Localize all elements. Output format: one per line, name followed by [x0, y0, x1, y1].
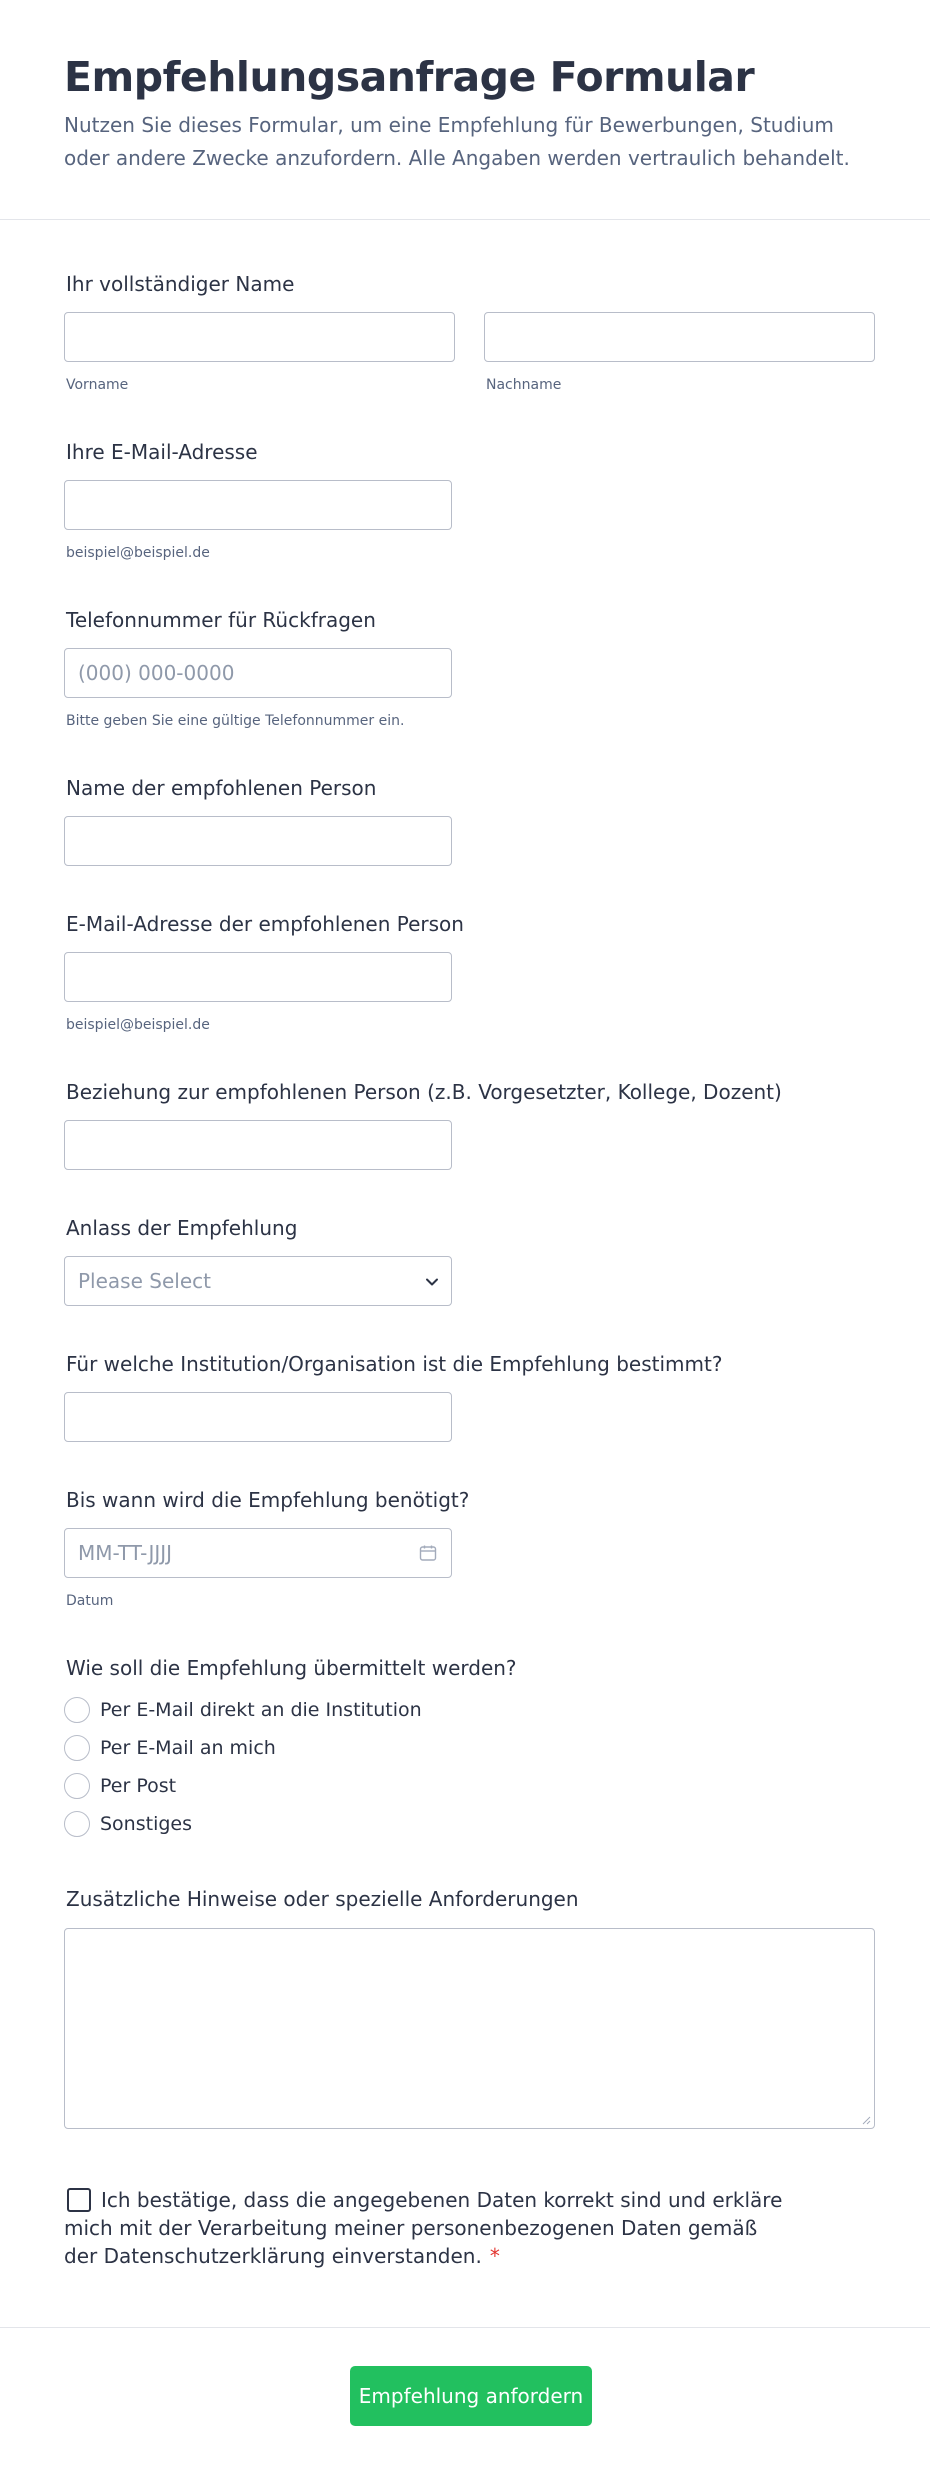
delivery-option-label: Per E-Mail an mich	[100, 1737, 276, 1759]
email-label: Ihre E-Mail-Adresse	[66, 440, 258, 464]
consent-text: Ich bestätige, dass die angegebenen Daten korrekt sind und erkläre mich mit der Verarbeitung meiner personenbezogenen Daten gemäß der Datenschutzerklärung einverstanden.	[64, 2188, 783, 2268]
deadline-label: Bis wann wird die Empfehlung benötigt?	[66, 1488, 470, 1512]
delivery-option-label: Per E-Mail direkt an die Institution	[100, 1699, 422, 1721]
phone-label: Telefonnummer für Rückfragen	[66, 608, 376, 632]
delivery-option[interactable]	[64, 1735, 276, 1761]
occasion-selected-value: Please Select	[78, 1269, 211, 1293]
occasion-select[interactable]	[64, 1256, 452, 1306]
recommended-name-label: Name der empfohlenen Person	[66, 776, 377, 800]
form-subtitle: Nutzen Sie dieses Formular, um eine Empfehlung für Bewerbungen, Studium oder andere Zwecke anzufordern. Alle Angaben werden vertraulich behandelt.	[64, 113, 850, 170]
email-input[interactable]	[64, 480, 452, 530]
relationship-input[interactable]	[64, 1120, 452, 1170]
header-divider	[0, 219, 930, 220]
deadline-sublabel: Datum	[66, 1593, 114, 1609]
phone-sublabel: Bitte geben Sie eine gültige Telefonnummer ein.	[66, 713, 405, 729]
footer-divider	[0, 2327, 930, 2328]
radio-button[interactable]	[64, 1811, 90, 1837]
last-name-input[interactable]	[484, 312, 875, 362]
consent-block	[64, 2186, 784, 2270]
required-marker: *	[489, 2244, 500, 2268]
email-sublabel: beispiel@beispiel.de	[66, 545, 210, 561]
form-header	[64, 52, 864, 175]
delivery-option[interactable]	[64, 1773, 176, 1799]
radio-button[interactable]	[64, 1697, 90, 1723]
deadline-date-input[interactable]	[64, 1528, 452, 1578]
recommended-name-input[interactable]	[64, 816, 452, 866]
radio-button[interactable]	[64, 1735, 90, 1761]
recommended-email-sublabel: beispiel@beispiel.de	[66, 1017, 210, 1033]
form-title: Empfehlungsanfrage Formular	[64, 53, 755, 101]
consent-checkbox[interactable]	[67, 2188, 91, 2212]
full-name-label: Ihr vollständiger Name	[66, 272, 295, 296]
institution-label: Für welche Institution/Organisation ist die Empfehlung bestimmt?	[66, 1352, 723, 1376]
calendar-icon[interactable]	[419, 1544, 437, 1562]
recommended-email-input[interactable]	[64, 952, 452, 1002]
resize-handle-icon[interactable]	[861, 2115, 871, 2125]
delivery-option[interactable]	[64, 1811, 192, 1837]
radio-button[interactable]	[64, 1773, 90, 1799]
deadline-placeholder: MM-TT-JJJJ	[78, 1541, 173, 1565]
phone-input[interactable]	[64, 648, 452, 698]
delivery-option-label: Per Post	[100, 1775, 177, 1797]
chevron-down-icon	[425, 1275, 439, 1289]
notes-label: Zusätzliche Hinweise oder spezielle Anforderungen	[66, 1887, 579, 1911]
delivery-option[interactable]	[64, 1697, 422, 1723]
notes-textarea[interactable]	[64, 1928, 875, 2129]
first-name-input[interactable]	[64, 312, 455, 362]
institution-input[interactable]	[64, 1392, 452, 1442]
relationship-label: Beziehung zur empfohlenen Person (z.B. Vorgesetzter, Kollege, Dozent)	[66, 1080, 782, 1104]
occasion-label: Anlass der Empfehlung	[66, 1216, 298, 1240]
recommended-email-label: E-Mail-Adresse der empfohlenen Person	[66, 912, 464, 936]
last-name-sublabel: Nachname	[486, 377, 562, 393]
delivery-label: Wie soll die Empfehlung übermittelt werden?	[66, 1656, 517, 1680]
phone-placeholder: (000) 000-0000	[78, 661, 235, 685]
delivery-option-label: Sonstiges	[100, 1813, 193, 1835]
submit-button[interactable]: Empfehlung anfordern	[350, 2366, 592, 2426]
first-name-sublabel: Vorname	[66, 377, 129, 393]
